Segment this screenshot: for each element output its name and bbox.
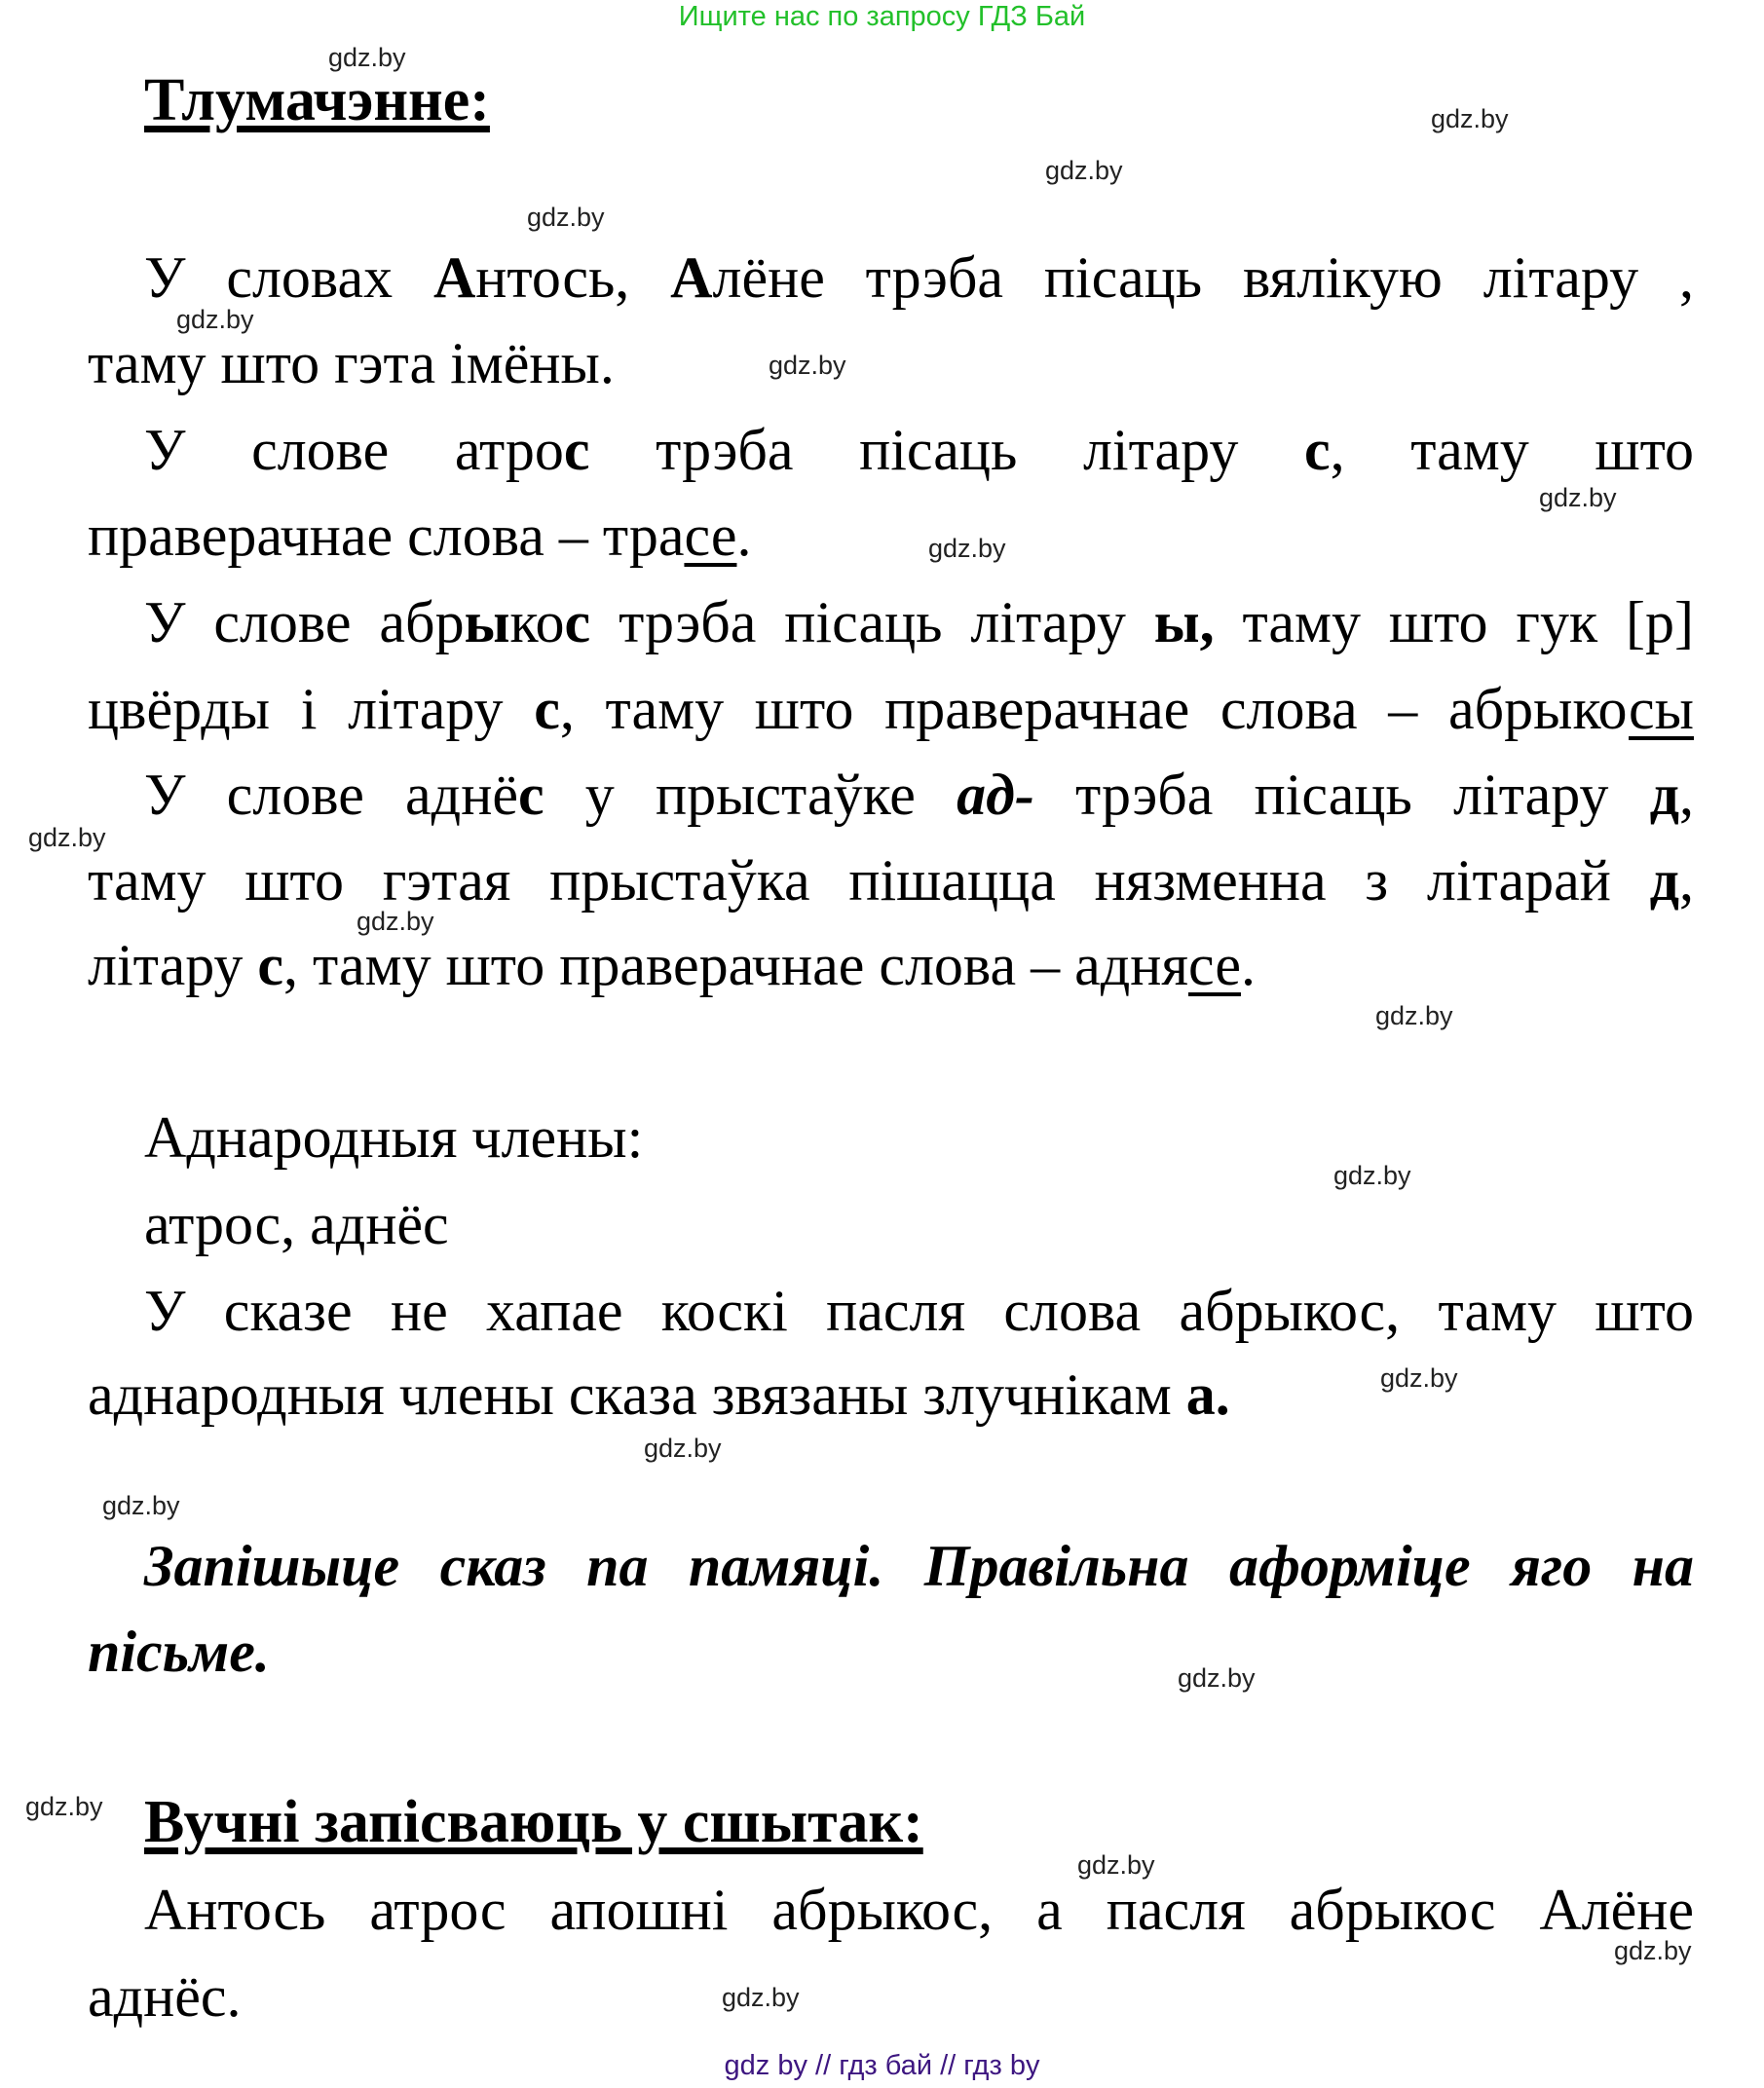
watermark: gdz.by — [328, 43, 406, 72]
paragraph-2-line-2: праверачнае слова – трасе. — [88, 503, 752, 568]
watermark: gdz.by — [1380, 1363, 1458, 1393]
watermark: gdz.by — [928, 534, 1006, 563]
watermark: gdz.by — [1431, 104, 1509, 133]
homogeneous-members-list: атрос, аднёс — [144, 1192, 449, 1256]
watermark: gdz.by — [176, 305, 254, 334]
paragraph-4-line-1: У слове аднёс у прыстаўке ад- трэба пісаць літару д, — [144, 763, 1694, 827]
watermark: gdz.by — [1539, 483, 1617, 512]
dictation-line-2: аднёс. — [88, 1964, 242, 2029]
paragraph-2-line-1: У слове атрос трэба пісаць літару с, таму што — [144, 418, 1694, 482]
paragraph-4-line-3: літару с, таму што праверачнае слова – аднясе. — [88, 933, 1256, 997]
watermark: gdz.by — [527, 203, 605, 232]
watermark: gdz.by — [102, 1491, 180, 1520]
watermark: gdz.by — [1077, 1850, 1155, 1880]
task-line-1: Запішыце сказ па памяці. Правільна аформіце яго на — [144, 1534, 1694, 1598]
watermark: gdz.by — [1178, 1663, 1256, 1693]
watermark: gdz.by — [1045, 156, 1123, 185]
search-banner: Ищите нас по запросу ГДЗ Бай — [678, 1, 1086, 32]
watermark: gdz.by — [25, 1792, 103, 1821]
section-heading-students-write: Вучні запісваюць у сшытак: — [144, 1789, 923, 1855]
paragraph-1-line-2: таму што гэта імёны. — [88, 331, 615, 395]
watermark: gdz.by — [1614, 1936, 1692, 1965]
section-heading-explanation: Тлумачэнне: — [144, 67, 490, 133]
paragraph-4-line-2: таму што гэтая прыстаўка пішацца нязменна з літарай д, — [88, 848, 1694, 913]
watermark: gdz.by — [1333, 1161, 1411, 1190]
watermark: gdz.by — [1375, 1001, 1453, 1030]
watermark: gdz.by — [28, 823, 106, 852]
paragraph-3-line-1: У слове абрыкос трэба пісаць літару ы, таму што гук [р] — [144, 590, 1694, 654]
comma-explanation-line-1: У сказе не хапае коскі пасля слова абрыкос, таму што — [144, 1279, 1694, 1343]
paragraph-3-line-2: цвёрды і літару с, таму што праверачнае слова – абрыкосы — [88, 677, 1694, 741]
footer-links: gdz by // гдз бай // гдз by — [724, 2050, 1040, 2081]
dictation-line-1: Антось атрос апошні абрыкос, а пасля абрыкос Алёне — [144, 1878, 1694, 1942]
task-line-2: пісьме. — [88, 1620, 270, 1684]
watermark: gdz.by — [357, 907, 434, 936]
comma-explanation-line-2: аднародныя члены сказа звязаны злучнікам а. — [88, 1362, 1230, 1427]
paragraph-1-line-1: У словах Антось, Алёне трэба пісаць вялікую літару , — [144, 245, 1694, 310]
watermark: gdz.by — [722, 1983, 800, 2012]
watermark: gdz.by — [644, 1434, 722, 1463]
homogeneous-members-label: Аднародныя члены: — [144, 1105, 644, 1170]
watermark: gdz.by — [769, 351, 846, 380]
